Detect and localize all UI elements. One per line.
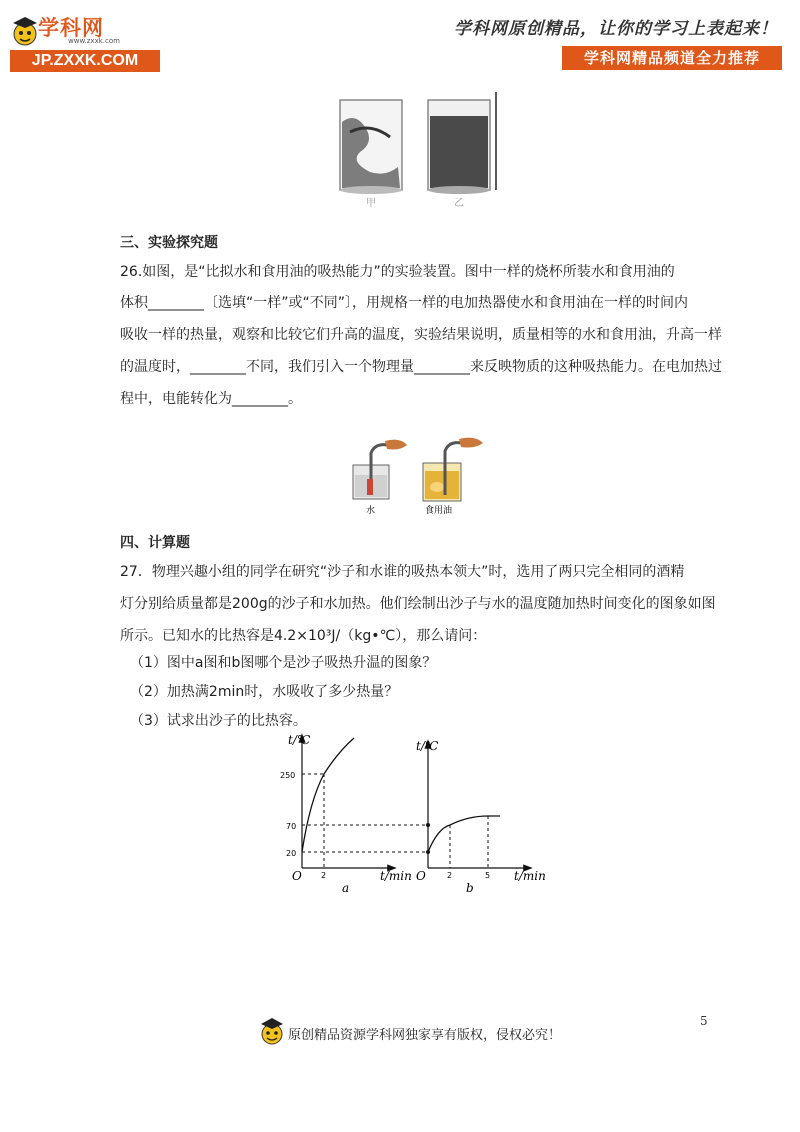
chart-a-xlabel: t/min xyxy=(380,869,412,883)
logo-text: 学科网 xyxy=(38,16,104,40)
chart-b-xlabel: t/min xyxy=(514,869,546,883)
temperature-graphs xyxy=(270,730,560,900)
water-beaker xyxy=(353,440,407,499)
label-jia: 甲 xyxy=(366,198,376,209)
footer-mascot-icon xyxy=(258,1016,286,1048)
site-logo xyxy=(10,12,160,72)
q26-line-1: 26.如图，是“比拟水和食用油的吸热能力”的实验装置。图中一样的烧杯所装水和食用油的 xyxy=(120,264,675,280)
oil-label: 食用油 xyxy=(425,506,453,515)
section-4-title: 四、计算题 xyxy=(120,535,190,551)
beaker-jia xyxy=(340,100,402,194)
chart-a-ytick-20: 20 xyxy=(286,849,297,858)
chart-b-ylabel: t/℃ xyxy=(416,739,439,753)
chart-b-curve xyxy=(428,816,500,852)
q26-line-5: 程中，电能转化为________。 xyxy=(120,391,302,407)
logo-subtext: www.zxxk.com xyxy=(68,37,120,45)
chart-a-ytick-250: 250 xyxy=(280,771,296,780)
footer-copyright: 原创精品资源学科网独家享有版权，侵权必究！ xyxy=(288,1028,562,1043)
chart-a-ylabel: t/℃ xyxy=(288,733,311,747)
q27-sub-1: （1）图中a图和b图哪个是沙子吸热升温的图象？ xyxy=(130,655,437,671)
section-3-title: 三、实验探究题 xyxy=(120,235,218,251)
q27-line-3: 所示。已知水的比热容是4.2×10³J/（kg•℃），那么请问： xyxy=(120,628,487,644)
label-yi: 乙 xyxy=(454,198,464,209)
mascot-icon xyxy=(10,14,40,48)
chart-a-caption: a xyxy=(342,881,350,895)
water-label: 水 xyxy=(366,506,376,515)
chart-a-xtick-2: 2 xyxy=(321,871,327,880)
q27-sub-3: （3）试求出沙子的比热容。 xyxy=(130,713,307,729)
header-slogan: 学科网原创精品，让你的学习上表起来！ xyxy=(454,19,778,39)
chart-a-curve xyxy=(302,738,354,852)
chart-a-ytick-70: 70 xyxy=(286,822,297,831)
heater-figure xyxy=(345,435,495,515)
q27-line-1: 27．物理兴趣小组的同学在研究“沙子和水谁的吸热本领大”时，选用了两只完全相同的酒精 xyxy=(120,564,685,580)
q26-line-2: 体积________〔选填“一样”或“不同”〕，用规格一样的电加热器使水和食用油在一样的时间内 xyxy=(120,295,689,311)
q27-line-2: 灯分别给质量都是200g的沙子和水加热。他们绘制出沙子与水的温度随加热时间变化的图象如图 xyxy=(120,596,716,612)
chart-b-caption: b xyxy=(466,881,474,895)
q26-line-3: 吸收一样的热量，观察和比较它们升高的温度，实验结果说明，质量相等的水和食用油，升高一样 xyxy=(120,327,722,343)
chart-b-xtick-5: 5 xyxy=(485,871,491,880)
oil-beaker xyxy=(423,438,483,501)
q27-sub-2: （2）加热满2min时，水吸收了多少热量？ xyxy=(130,684,399,700)
chart-b-origin: O xyxy=(416,869,426,883)
header-banner: 学科网精品频道全力推荐 xyxy=(562,46,782,70)
logo-url: JP.ZXXK.COM xyxy=(10,50,160,72)
beaker-yi xyxy=(428,100,490,194)
chart-a-origin: O xyxy=(292,869,302,883)
page-number: 5 xyxy=(700,1014,708,1028)
beakers-figure xyxy=(330,92,505,212)
chart-b xyxy=(416,739,546,895)
q26-line-4: 的温度时，________不同，我们引入一个物理量________来反映物质的这种吸热能力。在电加热过 xyxy=(120,359,722,375)
chart-b-xtick-2: 2 xyxy=(447,871,453,880)
chart-a xyxy=(280,733,412,895)
